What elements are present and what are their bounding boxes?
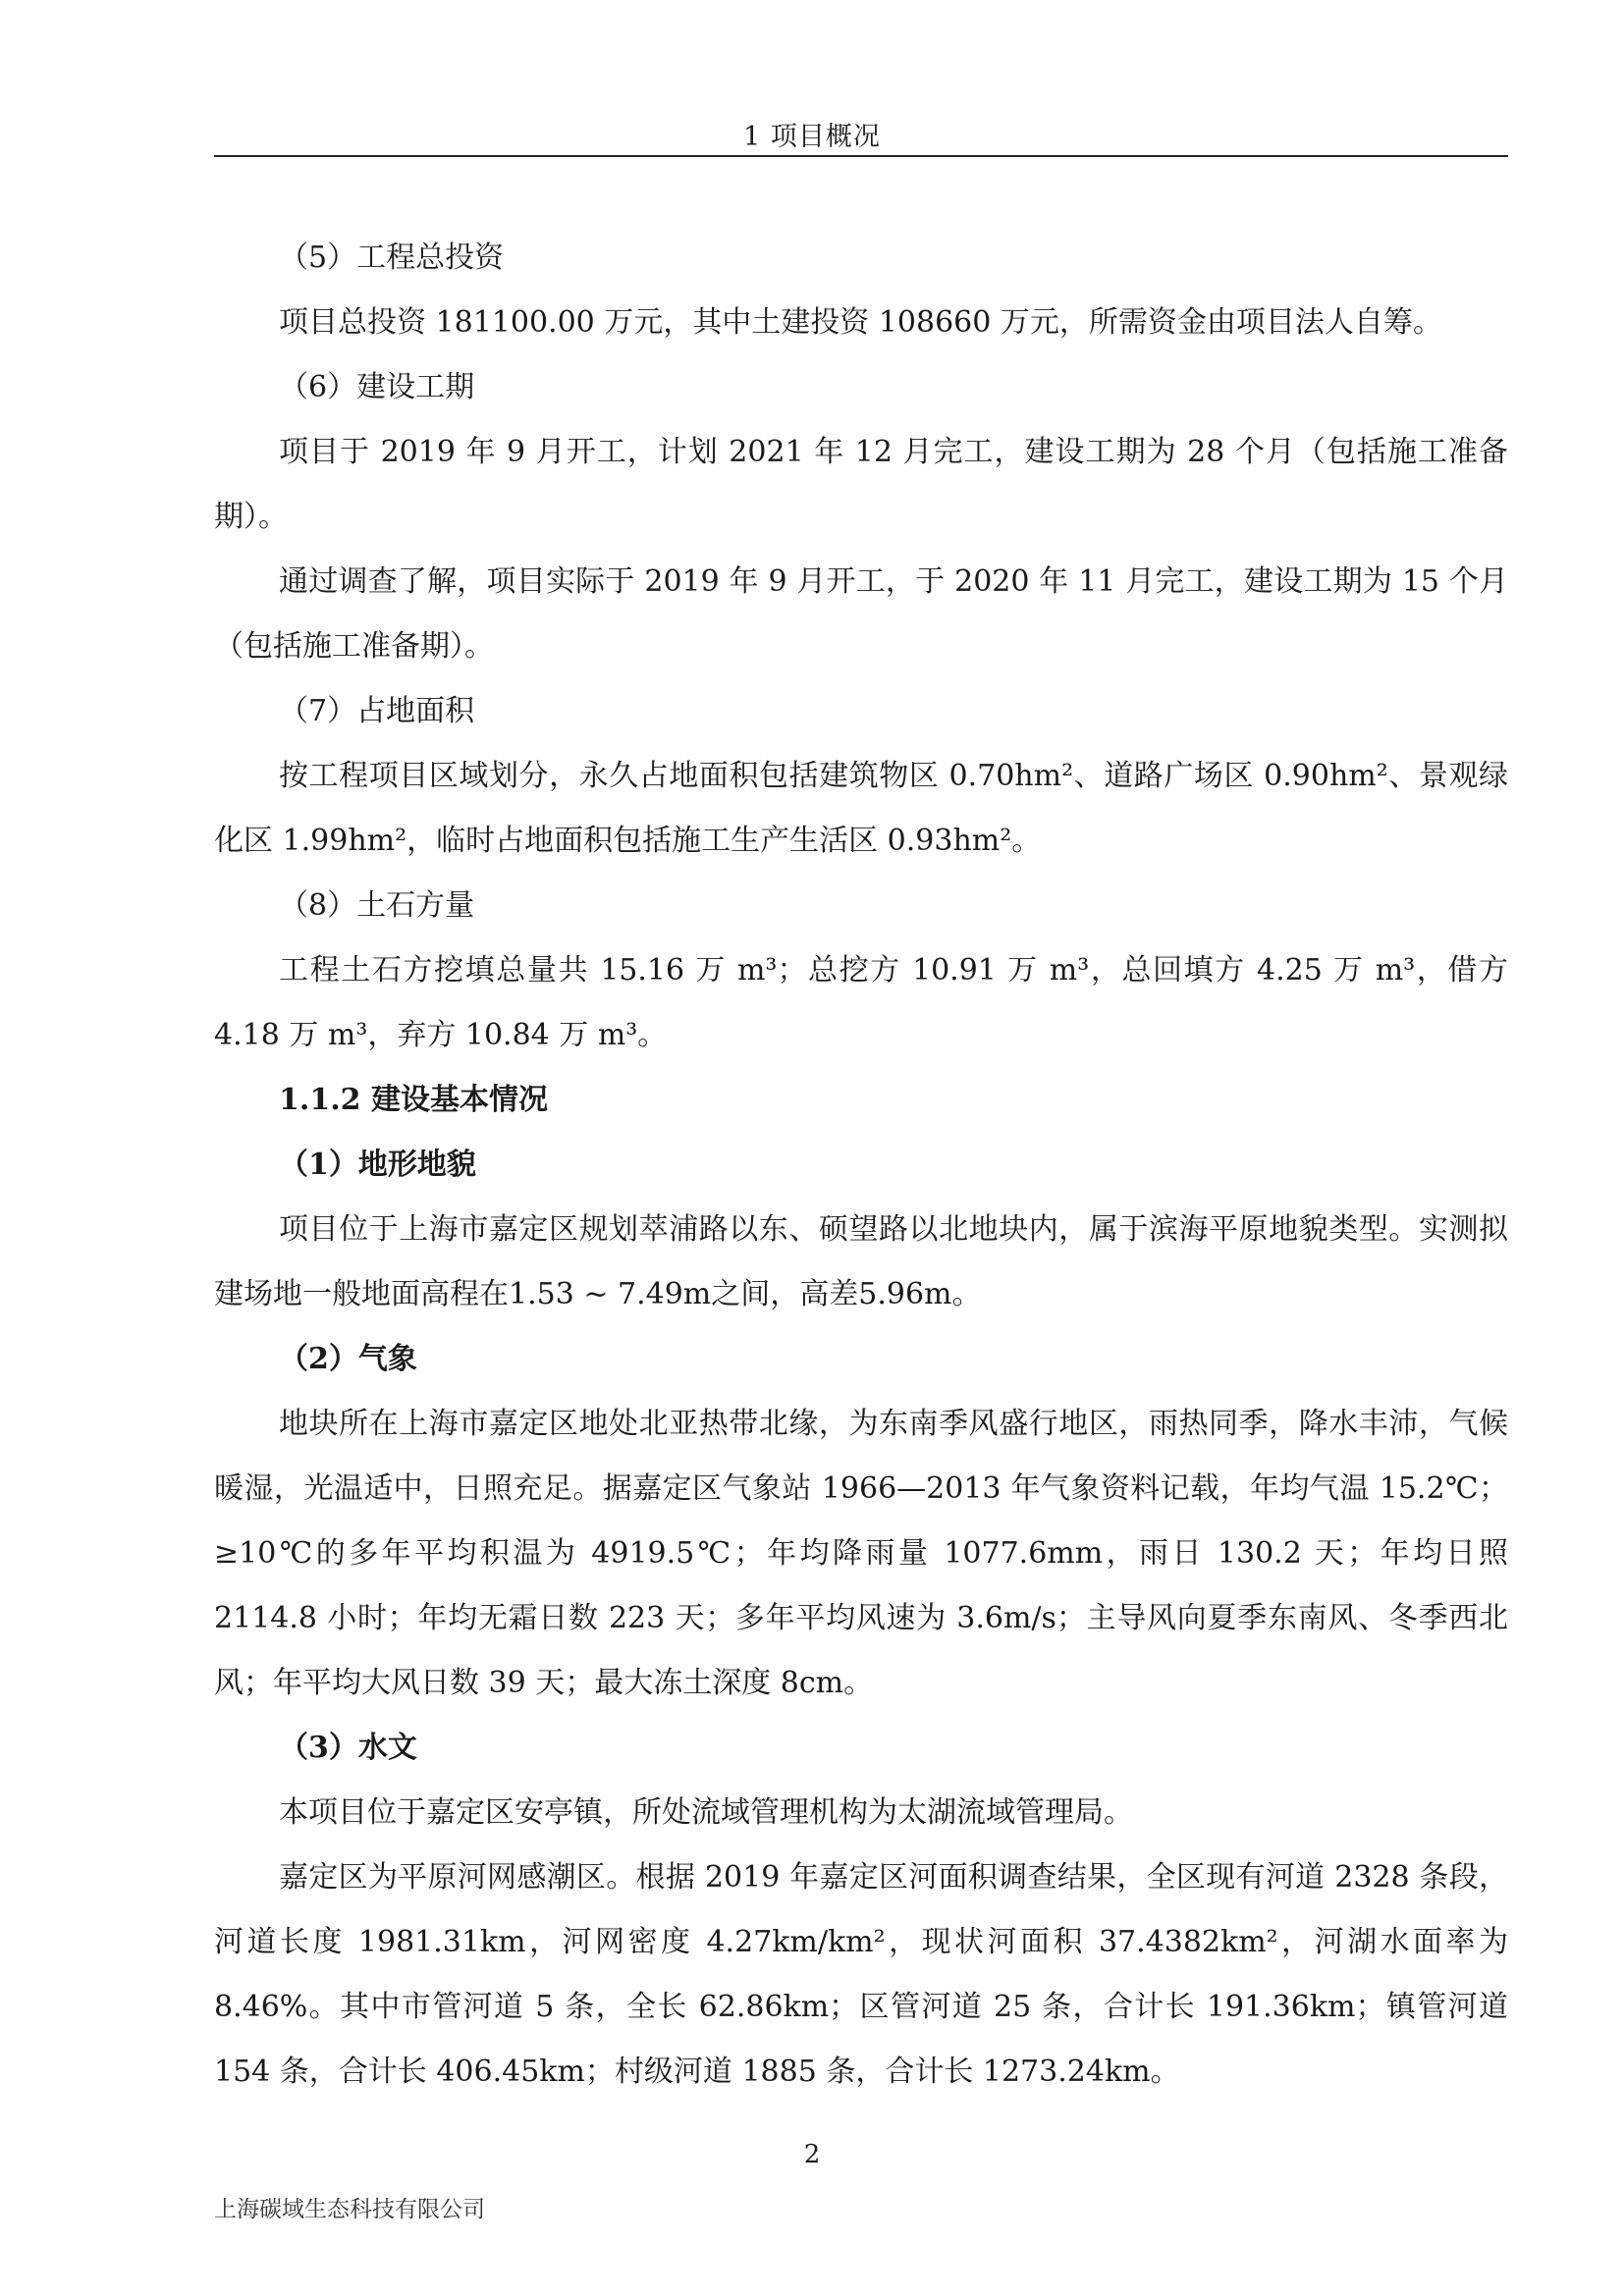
heading-land-area: （7）占地面积 [279, 694, 475, 728]
heading-earthwork: （8）土石方量 [279, 888, 475, 923]
paragraph-hydrology-rivers: 嘉定区为平原河网感潮区。根据 2019 年嘉定区河面积调查结果，全区现有河道 2328 条段，河道长度 1981.31km，河网密度 4.27km/km²，现状河面积 37.4382km²，河湖水面率为 8.46%。其中市管河道 5 条，全长 62.86km；区管河道 25 条，合计长 191.36km；镇管河道 154 条，合计长 406.45km；村级河道 1885 条，合计长 1273.24km。 [214, 1860, 1508, 2089]
page-header-title: 1 项目概况 [743, 122, 881, 152]
page-number: 2 [803, 2140, 821, 2169]
heading-topography: （1）地形地貌 [279, 1148, 476, 1182]
paragraph-investment: 项目总投资 181100.00 万元，其中土建投资 108660 万元，所需资金由项目法人自筹。 [279, 305, 1442, 340]
heading-climate: （2）气象 [279, 1342, 417, 1376]
heading-hydrology: （3）水文 [279, 1731, 417, 1765]
paragraph-actual-period: 通过调查了解，项目实际于 2019 年 9 月开工，于 2020 年 11 月完工，建设工期为 15 个月（包括施工准备期）。 [214, 564, 1508, 664]
paragraph-earthwork: 工程土石方挖填总量共 15.16 万 m³；总挖方 10.91 万 m³，总回填方 4.25 万 m³，借方 4.18 万 m³，弃方 10.84 万 m³。 [214, 953, 1508, 1052]
paragraph-topography: 项目位于上海市嘉定区规划萃浦路以东、硕望路以北地块内，属于滨海平原地貌类型。实测拟建场地一般地面高程在1.53 ~ 7.49m之间，高差5.96m。 [214, 1212, 1508, 1311]
paragraph-climate: 地块所在上海市嘉定区地处北亚热带北缘，为东南季风盛行地区，雨热同季，降水丰沛，气候暖湿，光温适中，日照充足。据嘉定区气象站 1966—2013 年气象资料记载，年均气温 15.2℃；≥10℃的多年平均积温为 4919.5℃；年均降雨量 1077.6mm，雨日 130.2 天；年均日照 2114.8 小时；年均无霜日数 223 天；多年平均风速为 3.6m/s；主导风向夏季东南风、冬季西北风；年平均大风日数 39 天；最大冻土深度 8cm。 [214, 1407, 1508, 1700]
paragraph-hydrology-basin: 本项目位于嘉定区安亭镇，所处流域管理机构为太湖流域管理局。 [279, 1795, 1133, 1830]
paragraph-planned-period: 项目于 2019 年 9 月开工，计划 2021 年 12 月完工，建设工期为 28 个月（包括施工准备期）。 [214, 435, 1508, 534]
section-heading-basic-conditions: 1.1.2 建设基本情况 [279, 1083, 548, 1117]
footer-company: 上海碳域生态科技有限公司 [214, 2197, 485, 2222]
paragraph-land-area: 按工程项目区域划分，永久占地面积包括建筑物区 0.70hm²、道路广场区 0.90hm²、景观绿化区 1.99hm²，临时占地面积包括施工生产生活区 0.93hm²。 [214, 759, 1508, 858]
heading-investment: （5）工程总投资 [279, 240, 505, 275]
document-body [214, 226, 1508, 2105]
header-rule [214, 155, 1508, 157]
heading-construction-period: （6）建设工期 [279, 370, 475, 404]
